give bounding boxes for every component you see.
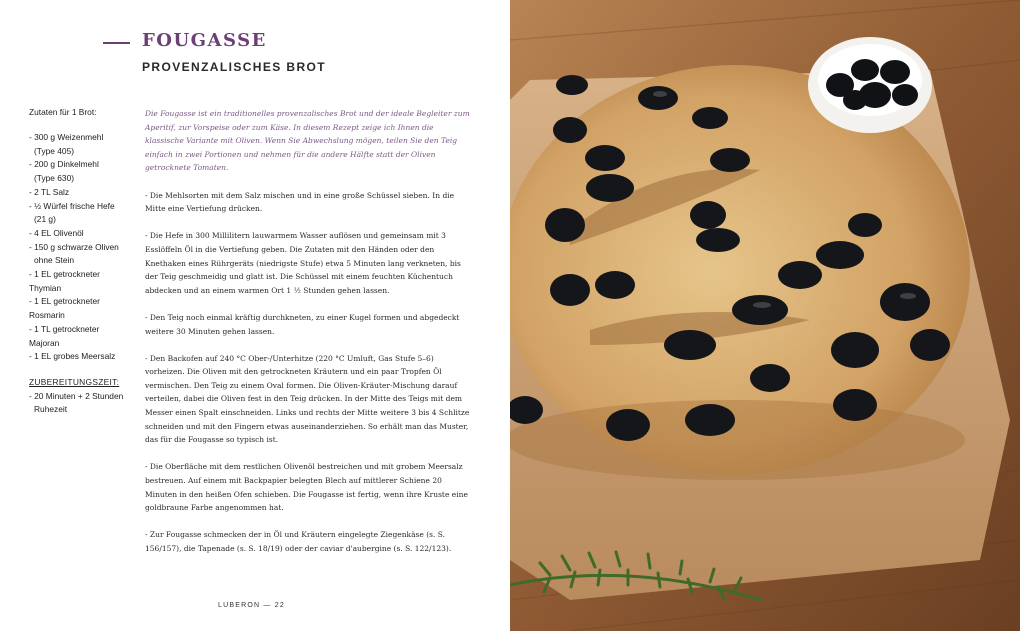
recipe-step: - Den Backofen auf 240 °C Ober-/Unterhitze (220 °C Umluft, Gas Stufe 5–6) vorheizen. Die Oliven mit den getrockneten Kräutern und ein paar Tropfen Öl vermischen. Den Teig zu einem Oval formen. Die Oliven-Kräuter-Mischung darauf verteilen, dabei die Oliven fest in den Teig drücken. In der Mitte des Teigs mit dem Messer einen Spalt einschneiden. Links und rechts der Mitte weitere 3 bis 4 Schlitze schneiden und mit den Fingern etwas auseinanderziehen. So erhält man das Muster, das für die Fougasse so typisch ist. (145, 353, 470, 445)
ingredient-item: - 4 EL Olivenöl (29, 227, 84, 238)
title-rule (103, 42, 130, 44)
recipe-subtitle: PROVENZALISCHES BROT (142, 60, 327, 74)
ingredient-item: - 1 EL grobes Meersalz (29, 351, 116, 362)
olive-bowl (808, 37, 932, 133)
prep-time-section (29, 376, 129, 417)
prep-time-line: Ruhezeit (34, 404, 68, 415)
ingredient-list (29, 131, 129, 364)
page-footer: LUBERON — 22 (218, 602, 285, 609)
ingredient-item: - 2 TL Salz (29, 186, 70, 197)
recipe-step: - Die Mehlsorten mit dem Salz mischen und in eine große Schüssel sieben. In die Mitte eine Vertiefung drücken. (145, 190, 455, 214)
ingredient-item: (Type 405) (34, 145, 75, 156)
recipe-step: - Die Hefe in 300 Millilitern lauwarmem Wasser auflösen und gemeinsam mit 3 Esslöffeln Öl in die Vertiefung geben. Die Zutaten mit den Händen oder den Knethaken eines Rührgeräts (niedrigste Stufe) etwa 5 Minuten lang verkneten, bis der Teig geschmeidig und glatt ist. Die Schüssel mit einem feuchten Küchentuch abdecken und an einem warmen Ort 1 ½ Stunden gehen lassen. (145, 231, 461, 295)
recipe-step: - Die Oberfläche mit dem restlichen Olivenöl bestreichen und mit grobem Meersalz bestreuen. Auf einem mit Backpapier belegten Blech auf mittlerer Schiene 20 Minuten in den heißen Ofen schieben. Die Fougasse ist fertig, wenn ihre Kruste eine goldbraune Farbe angenommen hat. (145, 462, 468, 513)
ingredient-item: ohne Stein (34, 255, 75, 266)
ingredient-item: - ½ Würfel frische Hefe (29, 200, 115, 211)
step-list (145, 189, 470, 556)
recipe-body (145, 107, 470, 569)
fougasse-photo-illustration (510, 0, 1020, 631)
ingredient-item: - 1 EL getrockneter Rosmarin (29, 296, 100, 321)
ingredient-item: - 150 g schwarze Oliven (29, 241, 119, 252)
ingredients-sidebar (29, 107, 129, 417)
fougasse-photo (510, 0, 1020, 631)
ingredient-item: - 1 TL getrockneter Majoran (29, 323, 100, 348)
recipe-intro: Die Fougasse ist ein traditionelles provenzalisches Brot und der ideale Begleiter zum Aperitif, zur Vorspeise oder zum Käse. In diesem Rezept zeige ich Ihnen die klassische Variante mit Oliven. Wenn Sie Abwechslung mögen, teilen Sie den Teig einfach in zwei Portionen und nehmen für die andere Hälfte statt der Oliven getrocknete Tomaten. (145, 109, 470, 173)
recipe-step: - Den Teig noch einmal kräftig durchkneten, zu einer Kugel formen und abgedeckt weitere 30 Minuten gehen lassen. (145, 312, 460, 336)
yield-label: Zutaten für 1 Brot: (29, 107, 97, 117)
recipe-title: FOUGASSE (142, 30, 267, 51)
prep-time-title: ZUBEREITUNGSZEIT: (29, 376, 120, 387)
ingredient-item: (Type 630) (34, 173, 75, 184)
recipe-step: - Zur Fougasse schmecken der in Öl und Kräutern eingelegte Ziegenkäse (s. S. 156/157), die Tapenade (s. S. 18/19) oder der caviar d'aubergine (s. S. 122/123). (145, 530, 452, 553)
prep-time-line: - 20 Minuten + 2 Stunden (29, 390, 124, 401)
ingredient-item: - 200 g Dinkelmehl (29, 159, 99, 170)
ingredient-item: (21 g) (34, 214, 56, 225)
ingredient-item: - 1 EL getrockneter Thymian (29, 269, 100, 293)
ingredient-item: - 300 g Weizenmehl (29, 132, 104, 142)
bread-shadow (510, 400, 965, 480)
